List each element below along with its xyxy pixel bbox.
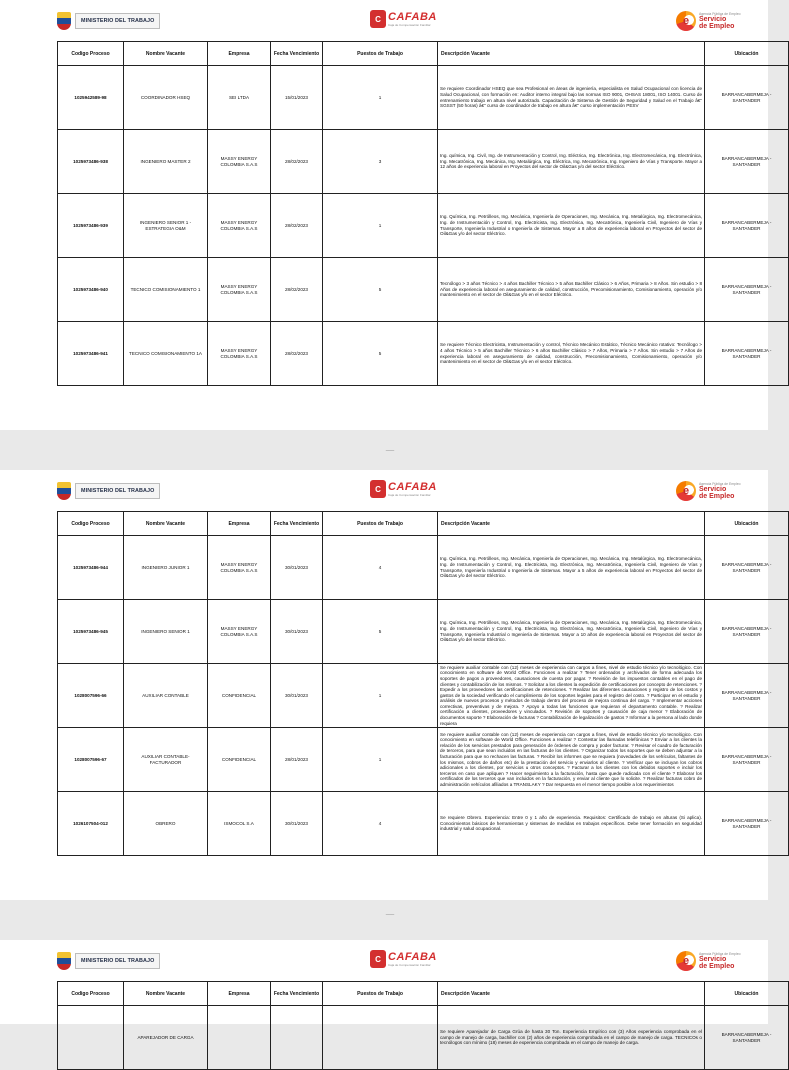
ministerio-trabajo-logo	[57, 950, 160, 972]
cell-positions: 4	[323, 536, 438, 600]
cell-expiry-date: 28/01/2023	[271, 728, 323, 792]
servicio-empleo-mark-icon: e	[676, 481, 696, 501]
column-header-location: Ubicación	[705, 512, 789, 536]
table-row	[58, 664, 789, 728]
cell-description	[438, 130, 705, 194]
cafaba-mark-icon: C	[370, 10, 386, 28]
colombia-coat-of-arms-icon	[57, 12, 71, 30]
cell-vacancy-name: INGENIERO JUNIOR 1	[124, 536, 208, 600]
table-row	[58, 1006, 789, 1070]
column-header-posts: Puestos de Trabajo	[323, 512, 438, 536]
cell-description	[438, 1006, 705, 1070]
table-header-row	[58, 512, 789, 536]
table-row	[58, 600, 789, 664]
servicio-empleo-line2: de Empleo	[699, 963, 735, 970]
document-page	[0, 470, 772, 900]
page-separator-mark: ___	[385, 910, 395, 916]
table-row	[58, 728, 789, 792]
column-header-posts: Puestos de Trabajo	[323, 982, 438, 1006]
cell-company: MASSY ENERGY COLOMBIA S.A.S	[208, 194, 271, 258]
column-header-description: Descripción Vacante	[438, 982, 705, 1006]
document-page	[0, 940, 772, 1046]
cell-process-code: 1025973486-939	[58, 194, 124, 258]
cell-location: BARRANCABERMEJA - SANTANDER	[705, 792, 789, 856]
description-text: Se requiere Técnico Electricista, Instrumentación y control, Técnico Mecánico Estático, Técnico Mecánico rotativo: Tecnólogo > 4 años Técnico > 5 años Bachiller Técnico > 6 años Bachiller Clásico > 7 Años, Primaria > 7 Años. Sin estudio > 7 Años de experiencia laboral en aseguramiento de calidad, construcción, Precomisionamiento, Comisionamiento, operación y/o mantenimiento en el sector de Oil&Gas y/o en el sector Eléctrico.	[440, 342, 702, 365]
servicio-empleo-agency: Agencia Pública de Empleo	[699, 481, 741, 486]
cell-description	[438, 66, 705, 130]
servicio-empleo-line1: Servicio	[699, 955, 727, 963]
cafaba-logo	[370, 4, 437, 34]
column-header-description: Descripción Vacante	[438, 42, 705, 66]
cell-vacancy-name: OBRERO	[124, 792, 208, 856]
cell-vacancy-name: TECNICO COMISIONAMIENTO 1A	[124, 322, 208, 386]
cell-company: MASSY ENERGY COLOMBIA S.A.S	[208, 258, 271, 322]
cell-expiry-date: 28/02/2023	[271, 258, 323, 322]
cell-company: MASSY ENERGY COLOMBIA S.A.S	[208, 322, 271, 386]
cell-description	[438, 194, 705, 258]
table-row	[58, 258, 789, 322]
description-text: Ing. Química, Ing. Petrólleos, Ing. Mecánica, Ingeniería de Operaciones, Ing. Mecánica, Ing. Metalúrgica, Ing. Electromecánica, Ing. de Instrumentación y Control, Ing. Electricista, Ing. Electrónica, Ing. Mecatrónica, Ingeniería Civil, Ingeniero de Vías y Transporte, Ingeniería Industrial o Ingeniería de Sistemas. Mayor a 10 años de experiencia laboral en Proyectos del sector de Oil&Gas y/o del sector Eléctrico.	[440, 620, 702, 643]
servicio-empleo-agency: Agencia Pública de Empleo	[699, 951, 741, 956]
vacancies-table	[57, 981, 789, 1070]
servicio-empleo-mark-icon: e	[676, 11, 696, 31]
cell-process-code: 1025973486-940	[58, 258, 124, 322]
cafaba-logo	[370, 474, 437, 504]
cell-expiry-date: 15/01/2023	[271, 66, 323, 130]
cafaba-logo	[370, 944, 437, 974]
cell-expiry-date: 30/01/2023	[271, 664, 323, 728]
ministry-name: MINISTERIO DEL TRABAJO	[75, 483, 160, 499]
column-header-code: Codigo Proceso	[58, 512, 124, 536]
cell-positions: 1	[323, 194, 438, 258]
colombia-coat-of-arms-icon	[57, 482, 71, 500]
page-header	[0, 940, 768, 980]
cell-company: CONFIDENCIAL	[208, 728, 271, 792]
column-header-code: Codigo Proceso	[58, 42, 124, 66]
servicio-empleo-line2: de Empleo	[699, 493, 735, 500]
cell-description	[438, 536, 705, 600]
servicio-empleo-logo	[676, 7, 740, 35]
cell-vacancy-name: INGENIERO SENIOR 1	[124, 600, 208, 664]
cell-expiry-date: 30/01/2023	[271, 792, 323, 856]
description-text: Se requiere Obrero. Experiencia: Entre 0 y 1 año de experiencia. Requisitos: Certificado de trabajo en alturas (Si aplica). Conocimientos básicos de herramientas y sistemas de medidas en trabajos específicos. Debe tener formación en seguridad industrial y salud ocupacional.	[440, 815, 702, 832]
cell-company: SEI LTDA	[208, 66, 271, 130]
cell-location: BARRANCABERMEJA - SANTANDER	[705, 66, 789, 130]
cell-process-code: 1026107504-012	[58, 792, 124, 856]
cell-location: BARRANCABERMEJA - SANTANDER	[705, 258, 789, 322]
cell-process-code	[58, 1006, 124, 1070]
cell-location: BARRANCABERMEJA - SANTANDER	[705, 664, 789, 728]
cell-vacancy-name: INGENIERO SENIOR 1 - ESTRATEGIA O&M	[124, 194, 208, 258]
cell-expiry-date: 28/02/2023	[271, 322, 323, 386]
column-header-company: Empresa	[208, 42, 271, 66]
description-text: Se requiere Aparejador de Carga Grúa de hasta 30 Ton. Experiencia Empírico con (3) Años experiencia comprobada en el campo de manejo de carga, bachiller con (2) años de experiencia comprobada en el campo de manejo de carga. TECNICOs o tecnólogos con mínimo (18) meses de experiencia comprobada en el campo de manejo de carga.	[440, 1029, 702, 1046]
cafaba-name: CAFABA	[388, 480, 437, 493]
cell-description	[438, 600, 705, 664]
cell-company: ISMOCOL S.A	[208, 792, 271, 856]
description-text: Se requiere Coordinador HSEQ que sea Profesional en áreas de ingeniería, especialista en Salud Ocupacional con licencia de Salud Ocupacional, con formación en: Auditor interno integral bajo las normas ISO 9001, OHSAS 18001, ISO 14001. Curso de entrenamiento trabajo en altura nivel autorizado. Capacitación de Sistema de Gestión de Seguridad y Salud en el Trabajo â€" SGSST (50 horas) â€" curso de coordinador de trabajo en altura â€" curso implementación PESV	[440, 86, 702, 109]
cell-vacancy-name: TECNICO COMISIONAMIENTO 1	[124, 258, 208, 322]
page-separator-mark: ___	[385, 446, 395, 452]
cell-description	[438, 322, 705, 386]
column-header-code: Codigo Proceso	[58, 982, 124, 1006]
page-header	[0, 470, 768, 510]
description-text: Se requiere auxiliar contable con (12) meses de experiencia con cargos a fines, nivel de estudio técnico y/o tecnológico. Con conocimiento en software de World Office. Funciones a realizar ? Contestar las llamadas telefónicas ? Enviar a los clientes la relación de los servicios prestados para generación de órdenes de compra y poder facturar. ? Revisar el cuadro de facturación de terceros, para que sean incluidos en las facturas de los clientes. ? Organizar todos los soportes que se deben adjuntar a la facturación para que no rechacen las facturas. ? Recibir los informes que se requiera (novedades de los vehículos, faltantes de los mismos, cobros de daños etc) de la prestación del servicio y enviarlos al cliente. ? Verificar que se incluyan los cobros adicionales a los clientes, por servicios u otros conceptos. ? Facturar a los clientes con los debidos soportes e incluir los terceros en caso que apliquen ? Hacer seguimiento a la facturación, hasta que quede radicada con el cliente ? Elaborar los certificados de los terceros que van incluidos en la facturación, y enviar al cliente que lo solicite. ? Realizar facturas cobro de administración vehículos afiliados a TRANSLAKY ? Dar respuesta en el menor tiempo posible a los requerimientos	[440, 731, 702, 787]
table-header-row	[58, 982, 789, 1006]
table-row	[58, 130, 789, 194]
column-header-location: Ubicación	[705, 982, 789, 1006]
servicio-empleo-agency: Agencia Pública de Empleo	[699, 11, 741, 16]
cell-process-code: 1025973486-938	[58, 130, 124, 194]
cell-vacancy-name: AUXILIAR CONTABLE	[124, 664, 208, 728]
servicio-empleo-line1: Servicio	[699, 15, 727, 23]
cell-process-code: 1028007596-67	[58, 728, 124, 792]
cell-company: MASSY ENERGY COLOMBIA S.A.S	[208, 130, 271, 194]
cell-company: MASSY ENERGY COLOMBIA S.A.S	[208, 600, 271, 664]
column-header-date: Fecha Vencimiento	[271, 982, 323, 1006]
cell-company	[208, 1006, 271, 1070]
cafaba-name: CAFABA	[388, 10, 437, 23]
ministry-name: MINISTERIO DEL TRABAJO	[75, 953, 160, 969]
cell-positions	[323, 1006, 438, 1070]
servicio-empleo-line2: de Empleo	[699, 23, 735, 30]
document-page	[0, 0, 772, 430]
table-row	[58, 792, 789, 856]
vacancies-table	[57, 511, 789, 856]
cell-location: BARRANCABERMEJA - SANTANDER	[705, 194, 789, 258]
page-header	[0, 0, 768, 40]
ministerio-trabajo-logo	[57, 10, 160, 32]
cell-positions: 5	[323, 322, 438, 386]
servicio-empleo-logo	[676, 947, 740, 975]
column-header-date: Fecha Vencimiento	[271, 512, 323, 536]
cell-expiry-date: 30/01/2023	[271, 536, 323, 600]
column-header-location: Ubicación	[705, 42, 789, 66]
cell-vacancy-name: INGENIERO MASTER 2	[124, 130, 208, 194]
ministry-name: MINISTERIO DEL TRABAJO	[75, 13, 160, 29]
cell-positions: 1	[323, 664, 438, 728]
table-row	[58, 66, 789, 130]
cell-process-code: 1028007596-66	[58, 664, 124, 728]
description-text: Se requiere auxiliar contable con (12) meses de experiencia con cargos a fines, nivel de estudio técnico y/o tecnológico. Con conocimiento en software de World Office. Funciones a realizar ? Tener ordenados y archivados de forma adecuada los soportes de pagos a proveedores, causaciones de cuenta por pagar. ? Revisión de los impuestos contables en el pago de clientes y contabilización de los mismos. ? Solicitar a los clientes la expedición de certificaciones por concepto de retenciones. ? Expedir a los proveedores las certificaciones de retenciones. ? Realizar las diferentes causaciones y registro de los costos y gastos de la sociedad verificando el cumplimiento de los soportes legales para el registro del costo. ? Participar en el estudio y análisis de nuevos procesos y métodos de trabajo dentro del proceso de mejora continua del cargo. ? Implementar acciones correctivas, preventivas y de mejora. ? Apoyo a todas las funciones que requieran el departamento contable. ? Realizar certificación a clientes, proveedores y vinculados. ? Revisión de soportes y causación de caja menor ? Elaboración de documentos soporte ? Elaboración de facturas ? Contabilización de legalización de gastos ? Informar a la persona al lado donde requiera	[440, 664, 702, 726]
cell-positions: 1	[323, 66, 438, 130]
column-header-company: Empresa	[208, 982, 271, 1006]
cell-expiry-date: 28/02/2023	[271, 130, 323, 194]
cafaba-subtitle: Caja de Compensación Familiar	[388, 492, 431, 497]
cell-company: CONFIDENCIAL	[208, 664, 271, 728]
cell-location: BARRANCABERMEJA - SANTANDER	[705, 600, 789, 664]
vacancies-table	[57, 41, 789, 386]
cell-positions: 5	[323, 258, 438, 322]
description-text: Ing. Química, Ing. Petrólleos, Ing. Mecánica, Ingeniería de Operaciones, Ing. Mecánica, Ing. Metalúrgica, Ing. Electromecánica, Ing. de Instrumentación y Control, Ing. Electricista, Ing. Electrónica, Ing. Mecatrónica, Ingeniería Civil, Ingeniero de Vías y Transporte, Ingeniería Industrial o Ingeniería de Sistemas. Mayor a 5 años de experiencia laboral en Proyectos del sector de Oil&Gas y/o del sector Eléctrico.	[440, 556, 702, 579]
cell-expiry-date	[271, 1006, 323, 1070]
cell-location: BARRANCABERMEJA - SANTANDER	[705, 322, 789, 386]
cafaba-mark-icon: C	[370, 480, 386, 498]
servicio-empleo-logo	[676, 477, 740, 505]
cell-location: BARRANCABERMEJA - SANTANDER	[705, 1006, 789, 1070]
column-header-company: Empresa	[208, 512, 271, 536]
cell-location: BARRANCABERMEJA - SANTANDER	[705, 130, 789, 194]
cell-description	[438, 728, 705, 792]
ministerio-trabajo-logo	[57, 480, 160, 502]
cell-positions: 4	[323, 792, 438, 856]
cell-process-code: 1025973486-941	[58, 322, 124, 386]
cell-description	[438, 792, 705, 856]
cafaba-name: CAFABA	[388, 950, 437, 963]
cell-vacancy-name: AUXILIAR CONTABLE-FACTURADOR	[124, 728, 208, 792]
column-header-name: Nombre Vacante	[124, 512, 208, 536]
description-text: Tecnólogo > 3 años Técnico > 4 años Bachiller Técnico > 5 años Bachiller Clásico > 6 Años, Primaria > 8 Años. Sin estudio > 8 Años de experiencia laboral en aseguramiento de calidad, construcción, Precomisionamiento, Comisionamiento, operación y/o mantenimiento en el sector de Oil&Gas y/o en el sector Eléctrico.	[440, 281, 702, 298]
cell-process-code: 1025973486-944	[58, 536, 124, 600]
cell-description	[438, 258, 705, 322]
cell-positions: 5	[323, 600, 438, 664]
column-header-name: Nombre Vacante	[124, 982, 208, 1006]
column-header-name: Nombre Vacante	[124, 42, 208, 66]
description-text: Ing. química, Ing. Civil, Ing. de Instrumentación y Control, Ing. Eléctrica, Ing. Electrónica, Ing. Electromecánica, Ing. Electrónica, Ing. Mecatrónica, Ing. Mecánica, Ing. Metalúrgica, Ing. Eléctrica, Ing. Mecatrónica, Ing. Ingeniero de Vías y Transporte. Mayor a 12 años de experiencia laboral en Proyectos del sector de Oil&Gas y/o del sector Eléctrico.	[440, 153, 702, 170]
table-row	[58, 322, 789, 386]
column-header-posts: Puestos de Trabajo	[323, 42, 438, 66]
table-header-row	[58, 42, 789, 66]
cell-expiry-date: 28/02/2023	[271, 194, 323, 258]
servicio-empleo-line1: Servicio	[699, 485, 727, 493]
cell-vacancy-name: COORDINADOR HSEQ	[124, 66, 208, 130]
cell-company: MASSY ENERGY COLOMBIA S.A.S	[208, 536, 271, 600]
cell-location: BARRANCABERMEJA - SANTANDER	[705, 728, 789, 792]
column-header-description: Descripción Vacante	[438, 512, 705, 536]
description-text: Ing. Química, Ing. Petrólleos, Ing. Mecánica, Ingeniería de Operaciones, Ing. Mecánica, Ing. Metalúrgica, Ing. Electromecánica, Ing. de Instrumentación y Control, Ing. Electricista, Ing. Electrónica, Ing. Mecatrónica, Ingeniería Civil, Ingeniero de Vías y Transporte, Ingeniería Industrial o Ingeniería de Sistemas. Mayor a 8 años de experiencia laboral en Proyectos del sector de Oil&Gas y/o del sector Eléctrico.	[440, 214, 702, 237]
cafaba-subtitle: Caja de Compensación Familiar	[388, 962, 431, 967]
cell-positions: 1	[323, 728, 438, 792]
cafaba-subtitle: Caja de Compensación Familiar	[388, 22, 431, 27]
cell-process-code: 1025973486-945	[58, 600, 124, 664]
servicio-empleo-mark-icon: e	[676, 951, 696, 971]
cell-location: BARRANCABERMEJA - SANTANDER	[705, 536, 789, 600]
cell-vacancy-name: APAREJADOR DE CARGA	[124, 1006, 208, 1070]
cafaba-mark-icon: C	[370, 950, 386, 968]
column-header-date: Fecha Vencimiento	[271, 42, 323, 66]
table-row	[58, 536, 789, 600]
cell-positions: 3	[323, 130, 438, 194]
cell-process-code: 1025942589-98	[58, 66, 124, 130]
cell-expiry-date: 30/01/2023	[271, 600, 323, 664]
colombia-coat-of-arms-icon	[57, 952, 71, 970]
table-row	[58, 194, 789, 258]
cell-description	[438, 664, 705, 728]
